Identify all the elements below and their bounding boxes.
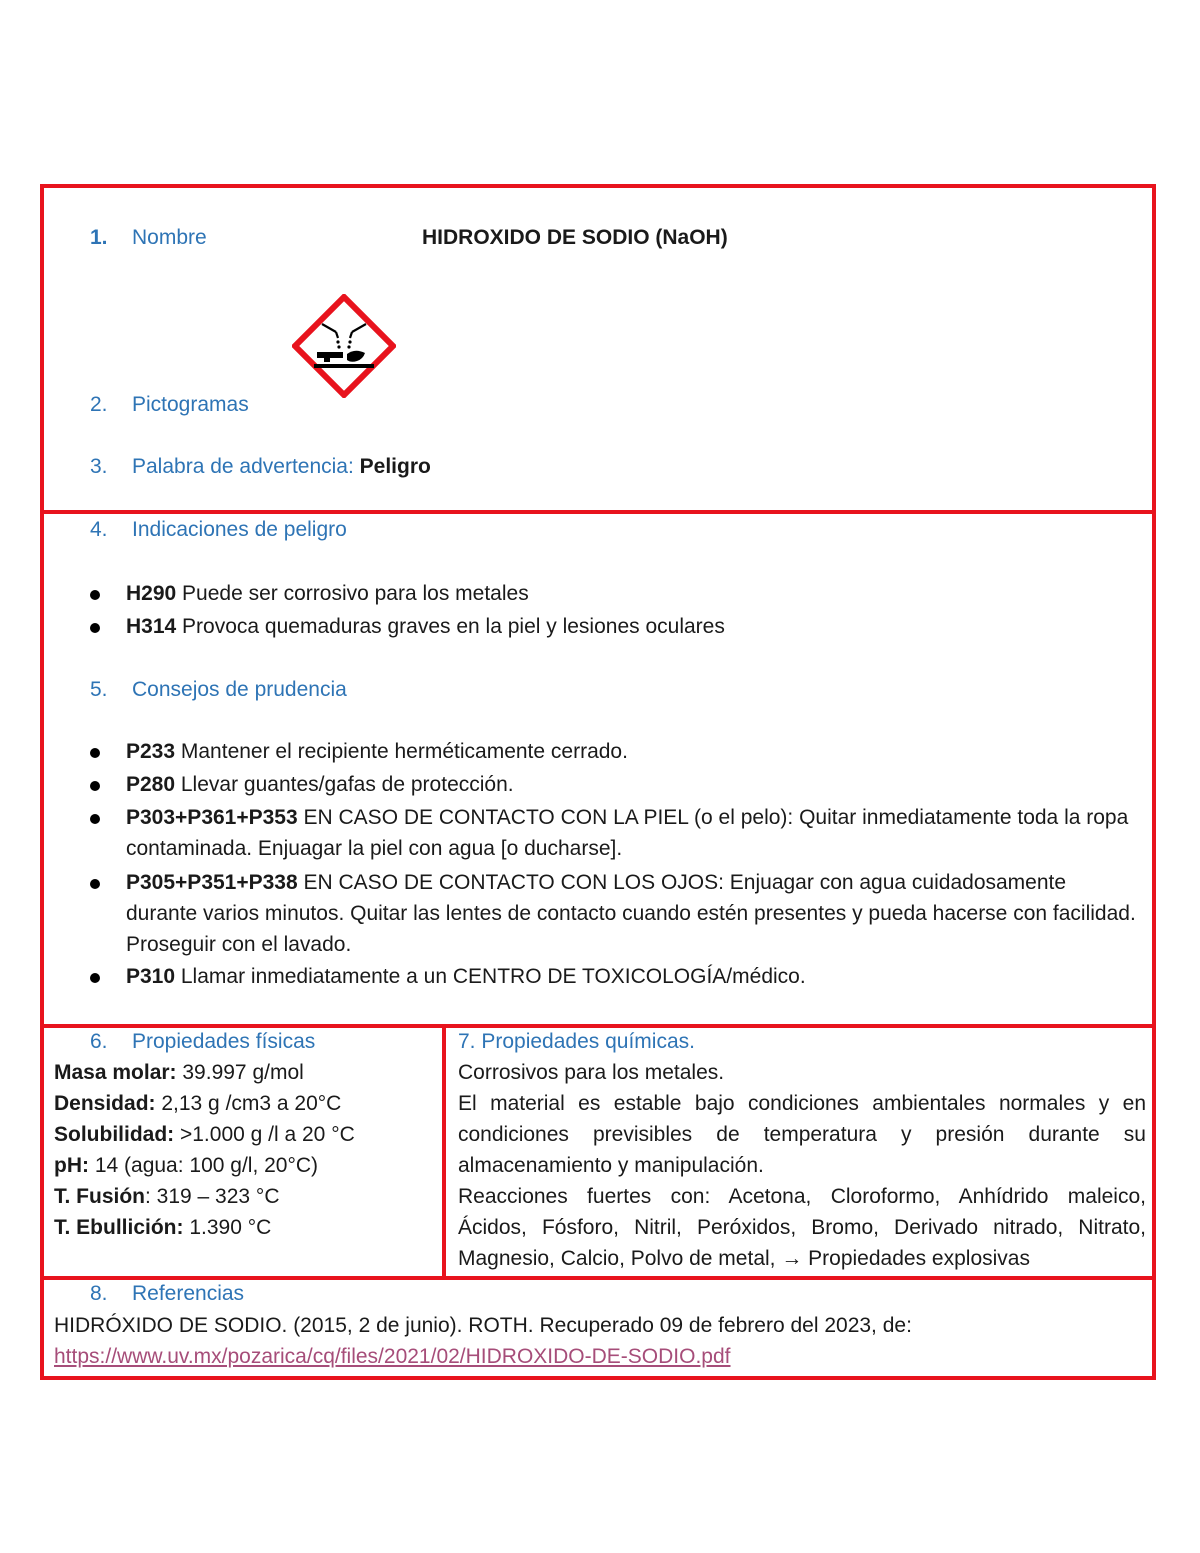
- chemical-line: Ácidos, Fósforo, Nitril, Peróxidos, Bromo, Derivado nitrado, Nitrato,: [458, 1216, 1146, 1239]
- chemical-line: Reacciones fuertes con: Acetona, Cloroformo, Anhídrido maleico,: [458, 1185, 1146, 1208]
- property-row: Densidad: 2,13 g /cm3 a 20°C: [54, 1092, 342, 1115]
- bullet-icon: [90, 748, 100, 758]
- chemical-line: Magnesio, Calcio, Polvo de metal, → Propiedades explosivas: [458, 1247, 1030, 1270]
- section-2-number: 2.: [90, 393, 108, 416]
- property-row: T. Fusión: 319 – 323 °C: [54, 1185, 280, 1208]
- bullet-icon: [90, 623, 100, 633]
- bullet-icon: [90, 973, 100, 983]
- section-2-label: Pictogramas: [132, 393, 249, 416]
- signal-word-value: Peligro: [359, 455, 431, 478]
- section-1-label: Nombre: [132, 226, 207, 249]
- physical-properties-box: [40, 1024, 446, 1280]
- bullet-icon: [90, 590, 100, 600]
- hazard-statement-item: H314 Provoca quemaduras graves en la piel y lesiones oculares: [126, 615, 725, 638]
- reference-citation: HIDRÓXIDO DE SODIO. (2015, 2 de junio). ROTH. Recuperado 09 de febrero del 2023, de:: [54, 1314, 912, 1337]
- chemical-line: Corrosivos para los metales.: [458, 1061, 725, 1084]
- section-6-label: Propiedades físicas: [132, 1030, 316, 1053]
- section-8-number: 8.: [90, 1282, 108, 1305]
- signal-word-label: Palabra de advertencia:: [132, 455, 354, 478]
- corrosion-pictogram-icon: [292, 294, 396, 398]
- section-7-label: 7. Propiedades químicas.: [458, 1030, 695, 1053]
- property-row: pH: 14 (agua: 100 g/l, 20°C): [54, 1154, 319, 1177]
- section-1-number: 1.: [90, 226, 108, 249]
- identification-box: [40, 184, 1156, 514]
- chemical-line: condiciones previsibles de temperatura y presión durante su: [458, 1123, 1146, 1146]
- section-6-number: 6.: [90, 1030, 108, 1053]
- precaution-item: P233 Mantener el recipiente herméticamente cerrado.: [126, 740, 628, 763]
- bullet-icon: [90, 879, 100, 889]
- section-4-number: 4.: [90, 518, 108, 541]
- precaution-item: P310 Llamar inmediatamente a un CENTRO DE TOXICOLOGÍA/médico.: [126, 965, 806, 988]
- precaution-item: P303+P361+P353 EN CASO DE CONTACTO CON LA PIEL (o el pelo): Quitar inmediatamente toda la ropa contaminada. Enjuagar la piel con agua [o ducharse].: [126, 806, 1129, 860]
- chemical-properties-box: [442, 1024, 1156, 1280]
- section-4-label: Indicaciones de peligro: [132, 518, 347, 541]
- references-box: [40, 1276, 1156, 1380]
- bullet-icon: [90, 814, 100, 824]
- bullet-icon: [90, 781, 100, 791]
- hazard-statement-item: H290 Puede ser corrosivo para los metales: [126, 582, 529, 605]
- precaution-item: P280 Llevar guantes/gafas de protección.: [126, 773, 514, 796]
- chemical-line: El material es estable bajo condiciones ambientales normales y en: [458, 1092, 1146, 1115]
- section-8-label: Referencias: [132, 1282, 245, 1305]
- precaution-item: P305+P351+P338 EN CASO DE CONTACTO CON LOS OJOS: Enjuagar con agua cuidadosamente durante varios minutos. Quitar las lentes de contacto cuando estén presentes y pueda hacerse con facilidad. Proseguir con el lavado.: [126, 871, 1136, 956]
- section-3-number: 3.: [90, 455, 108, 478]
- property-row: Masa molar: 39.997 g/mol: [54, 1061, 304, 1084]
- hazards-box: [40, 510, 1156, 1028]
- section-5-label: Consejos de prudencia: [132, 678, 347, 701]
- section-5-number: 5.: [90, 678, 108, 701]
- property-row: T. Ebullición: 1.390 °C: [54, 1216, 272, 1239]
- safety-data-sheet: [40, 184, 1156, 1380]
- product-name: HIDROXIDO DE SODIO (NaOH): [422, 226, 728, 249]
- property-row: Solubilidad: >1.000 g /l a 20 °C: [54, 1123, 355, 1146]
- reference-link[interactable]: https://www.uv.mx/pozarica/cq/files/2021/02/HIDROXIDO-DE-SODIO.pdf: [54, 1345, 731, 1368]
- section-3-label: [132, 455, 431, 479]
- chemical-line: almacenamiento y manipulación.: [458, 1154, 764, 1177]
